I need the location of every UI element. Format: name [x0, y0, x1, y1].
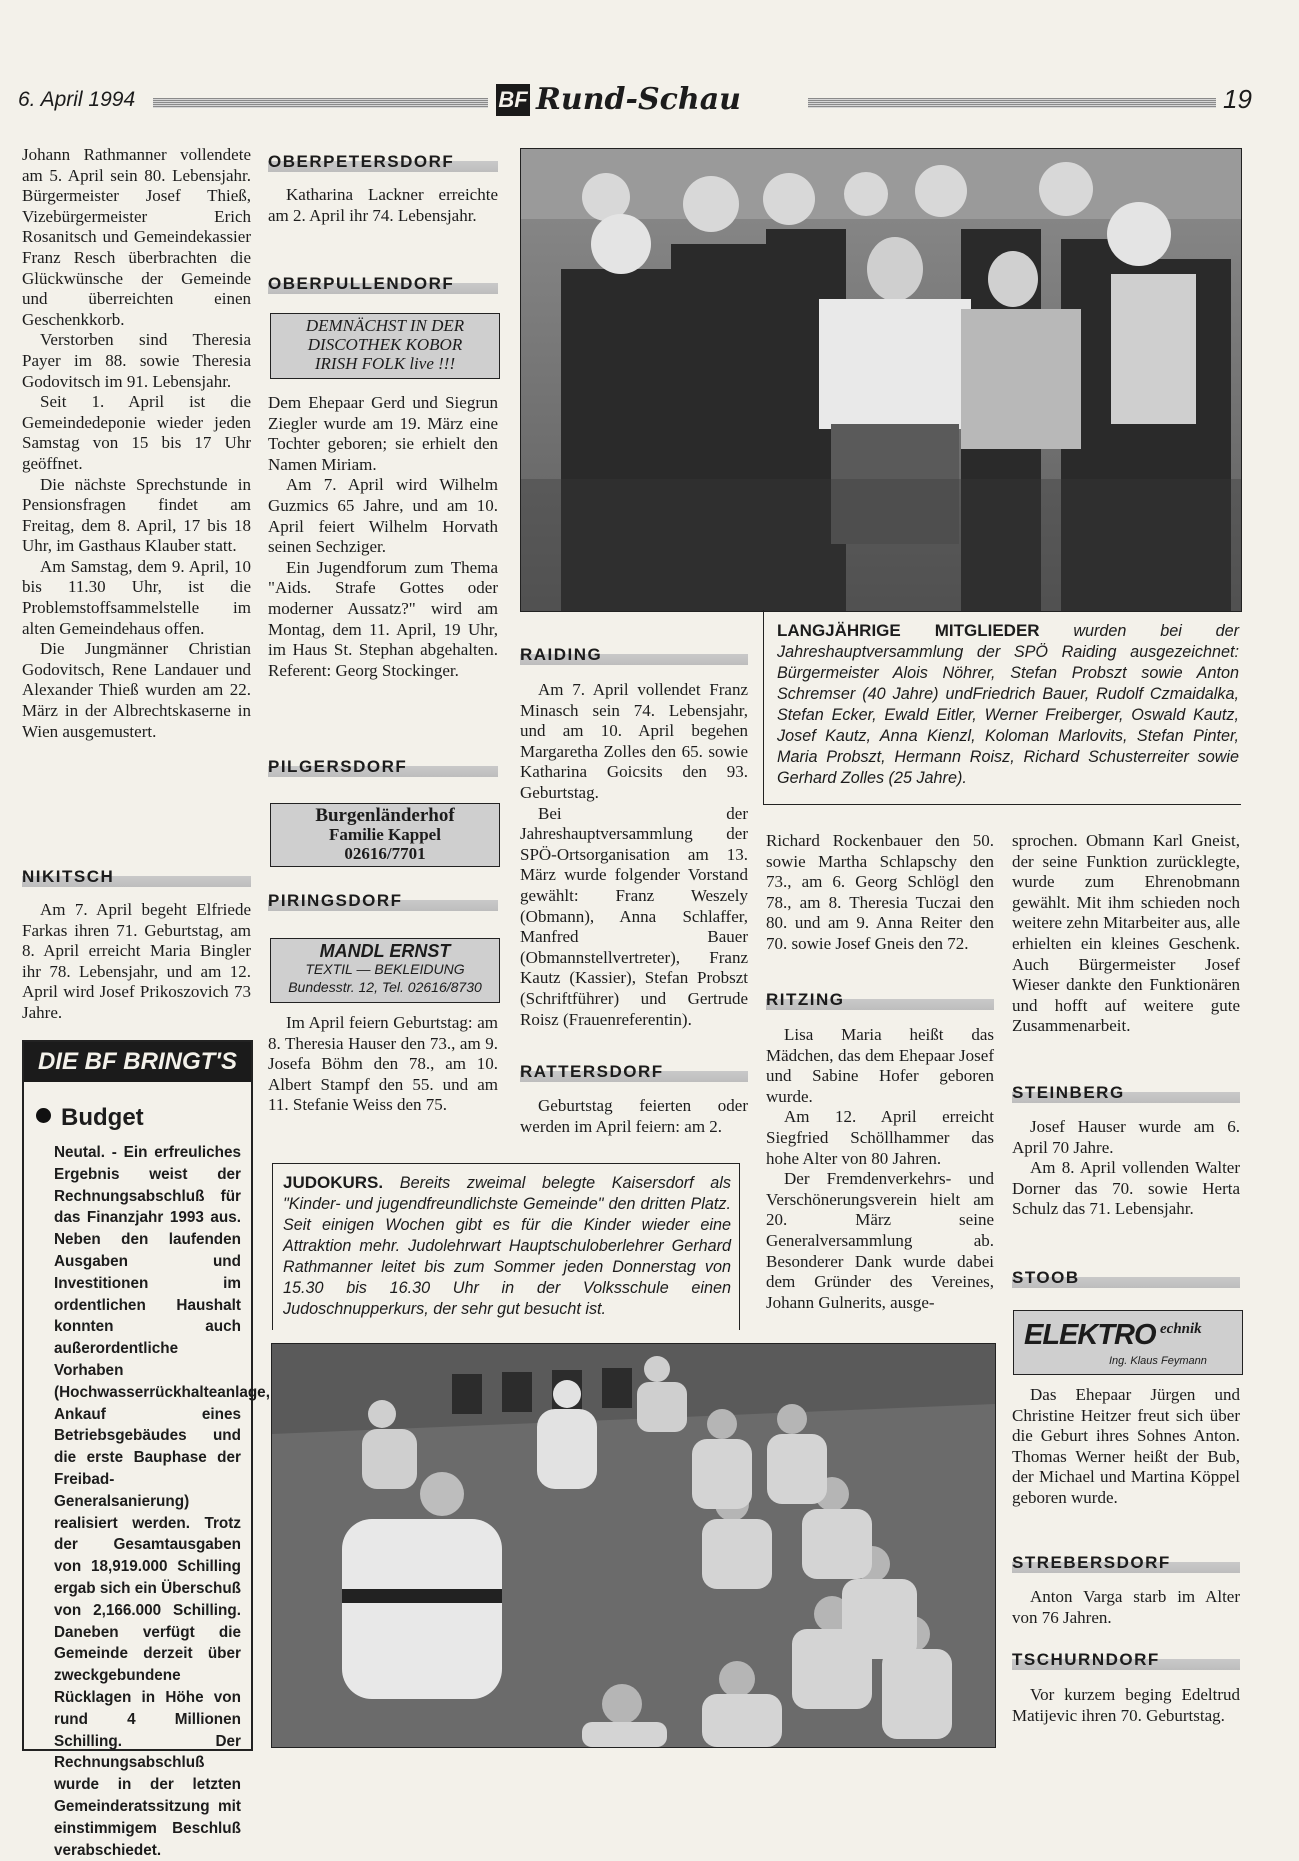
photo-group-caption: [777, 620, 1239, 789]
judo-caption: [272, 1163, 740, 1330]
photo-group-members-image: [521, 149, 1241, 611]
section-head-strebersdorf: STREBERSDORF: [1012, 1553, 1240, 1573]
col5-top: sprochen. Obmann Karl Gneist, der seine Funktion zurücklegte, wurde zum Ehrenobmann gewählt. Mit ihm schieden noch weitere zehn Mitarbeiter aus, alle erhielten ein kleines Geschenk. Auch Bürgermeister Josef Wieser dankte den Funktionären und hofft auf weitere gute Zusammenarbeit.: [1012, 831, 1240, 1036]
nikitsch-text: Am 7. April begeht Elfriede Farkas ihren 71. Geburtstag, am 8. April erreicht Maria Bingler ihr 78. Lebensjahr, und am 12. April wird Josef Prikoszovich 73 Jahre.: [22, 900, 251, 1022]
col4-top: Richard Rockenbauer den 50. sowie Martha Schlapschy den 73., am 6. Georg Schlögl den 78., am 8. Theresia Tuczai den 80. und am 9. Anna Reiter den 70. sowie Josef Gneis den 72.: [766, 831, 994, 953]
caption-text: wurden bei der Jahreshauptversammlung der SPÖ Raiding ausgezeichnet: Bürgermeister Alois Nöhrer, Stefan Probszt sowie Anton Schremser (40 Jahre) undFriedrich Bauer, Rudolf Czmaidalka, Stefan Ecker, Ewald Eitler, Werner Freiberger, Oswald Kautz, Josef Kautz, Anna Kienzl, Koloman Marlovits, Stefan Pinter, Maria Probszt, Hermann Roisz, Richard Schusterreiter sowie Gerhard Zolles (25 Jahre).: [777, 622, 1239, 787]
section-head-stoob: STOOB: [1012, 1268, 1240, 1288]
section-head-pilgersdorf: PILGERSDORF: [268, 757, 498, 777]
para: Verstorben sind Theresia Payer im 88. sowie Theresia Godovitsch im 91. Lebensjahr.: [22, 330, 251, 391]
photo-judo-class: [271, 1343, 996, 1748]
bf-logo: BF: [496, 84, 530, 116]
judo-text: Bereits zweimal belegte Kaisersdorf als "Kinder- und jugendfreundlichste Gemeinde" den dritten Platz. Seit einigen Wochen gibt es für die Kinder wieder eine Attraktion mehr. Judolehrwart Hauptschuloberlehrer Gerhard Rathmanner leitet bis zum Sommer jeden Donnerstag von 15.30 bis 16.30 Uhr in der Volksschule einen Judoschnupperkurs, der sehr gut besucht ist.: [283, 1174, 731, 1318]
section-head-steinberg: STEINBERG: [1012, 1083, 1240, 1103]
piringsdorf-text: Im April feiern Geburtstag: am 8. Theresia Hauser den 73., am 9. Josefa Böhm den 78., am 10. Albert Stampf den 55. und am 11. Stefanie Weiss den 75.: [268, 1013, 498, 1115]
rattersdorf-text: Geburtstag feierten oder werden im April feiern: am 2.: [520, 1096, 748, 1136]
tschurndorf-text: Vor kurzem beging Edeltrud Matijevic ihren 70. Geburtstag.: [1012, 1685, 1240, 1725]
section-head-oberpullendorf: OBERPULLENDORF: [268, 274, 498, 294]
para: Die Jungmänner Christian Godovitsch, Rene Landauer und Alexander Thieß wurden am 22. März in der Albrechtskaserne in Wien ausgemustert.: [22, 639, 251, 741]
header-rule-right: [808, 98, 1216, 108]
judo-lead: JUDOKURS.: [283, 1173, 384, 1192]
para: Seit 1. April ist die Gemeindedeponie wieder jeden Samstag von 15 bis 17 Uhr geöffnet.: [22, 392, 251, 473]
steinberg-text: Josef Hauser wurde am 6. April 70 Jahre. Am 8. April vollenden Walter Dorner das 70. sowie Herta Schulz das 71. Lebensjahr.: [1012, 1117, 1240, 1219]
issue-date: 6. April 1994: [18, 88, 136, 111]
strebersdorf-text: Anton Varga starb im Alter von 76 Jahren.: [1012, 1587, 1240, 1627]
oberpetersdorf-text: Katharina Lackner erreichte am 2. April ihr 74. Lebensjahr.: [268, 185, 498, 225]
budget-subhead: Budget: [36, 1104, 251, 1132]
section-head-ritzing: RITZING: [766, 990, 994, 1010]
raiding-text: Am 7. April vollendet Franz Minasch sein 74. Lebensjahr, und am 10. April begehen Margaretha Zolles den 65. sowie Katharina Goicsits den 93. Geburtstag. Bei der Jahreshauptversammlung der SPÖ-Ortsorganisation am 13. März wurde folgender Vorstand gewählt: Franz Weszely (Obmann), Anna Schlaffer, Manfred Bauer (Obmannstellvertreter), Franz Kautz (Kassier), Stefan Probszt (Schriftführer) und Gertrude Roisz (Frauenreferentin).: [520, 680, 748, 1029]
caption-border-left: [763, 610, 764, 804]
budget-text: Neutal. - Ein erfreuliches Ergebnis weist der Rechnungsabschluß für das Finanzjahr 1993 aus. Neben den laufenden Ausgaben und Investitionen im ordentlichen Haushalt konnten auch außerordentliche Vorhaben (Hochwasserrückhalteanlage, Ankauf eines Betriebsgebäudes und die erste Bauphase der Freibad-Generalsanierung) realisiert werden. Trotz der Gesamtausgaben von 18,919.000 Schilling ergab sich ein Überschuß von 2,166.000 Schilling. Daneben verfügt die Gemeinde derzeit über zweckgebundene Rücklagen in Höhe von rund 4 Millionen Schilling. Der Rechnungsabschluß wurde in der letzten Gemeinderatssitzung mit einstimmigem Beschluß verabschiedet.: [54, 1144, 270, 1859]
section-head-raiding: RAIDING: [520, 645, 748, 665]
ad-elektrotechnik: ELEKTRO echnik Ing. Klaus Feymann: [1013, 1310, 1243, 1375]
para: Johann Rathmanner vollendete am 5. April sein 80. Lebensjahr. Bürgermeister Josef Thieß, Vizebürgermeister Erich Rosanitsch und Gemeindekassier Franz Resch überbrachten die Glückwünsche der Gemeinde und überreichten einen Geschenkkorb.: [22, 145, 251, 329]
ad-mandl-ernst: MANDL ERNST TEXTIL — BEKLEIDUNG Bundesstr. 12, Tel. 02616/8730: [270, 938, 500, 1003]
ad-burgenlaenderhof: Burgenländerhof Familie Kappel 02616/7701: [270, 803, 500, 867]
caption-lead: LANGJÄHRIGE MITGLIEDER: [777, 621, 1040, 640]
section-head-piringsdorf: PIRINGSDORF: [268, 891, 498, 911]
para: Am Samstag, dem 9. April, 10 bis 11.30 Uhr, ist die Problemstoffsammelstelle im alten Gemeindehaus offen.: [22, 556, 251, 638]
ad-discothek-kobor: DEMNÄCHST IN DER DISCOTHEK KOBOR IRISH FOLK live !!!: [270, 313, 500, 379]
bf-bringts-title: DIE BF BRINGT'S: [24, 1042, 251, 1082]
section-head-tschurndorf: TSCHURNDORF: [1012, 1650, 1240, 1670]
photo-group-members: [520, 148, 1242, 612]
section-head-nikitsch: NIKITSCH: [22, 867, 251, 887]
section-head-rattersdorf: RATTERSDORF: [520, 1062, 748, 1082]
bf-bringts-box: [22, 1040, 270, 1859]
header-rule-left: [153, 98, 488, 108]
section-head-oberpetersdorf: OBERPETERSDORF: [268, 152, 498, 172]
col1-article: [22, 145, 251, 742]
page-number: 19: [1223, 84, 1252, 114]
photo-judo-class-image: [272, 1344, 995, 1747]
caption-border-bottom: [763, 804, 1241, 805]
page-header: [18, 82, 1252, 120]
para: Die nächste Sprechstunde in Pensionsfragen findet am Freitag, dem 8. April, 17 bis 18 Uhr, im Gasthaus Klauber statt.: [22, 474, 251, 556]
bullet-icon: [36, 1108, 51, 1123]
stoob-text: Das Ehepaar Jürgen und Christine Heitzer freut sich über die Geburt ihres Sohnes Anton. Thomas Werner heißt der Bub, der Michael und Martina Köppel geboren wurde.: [1012, 1385, 1240, 1507]
masthead-title: Rund-Schau: [536, 82, 741, 117]
ritzing-text: Lisa Maria heißt das Mädchen, das dem Ehepaar Josef und Sabine Hofer geboren wurde. Am 12. April erreicht Siegfried Schöllhammer das hohe Alter von 80 Jahren. Der Fremdenverkehrs- und Verschönerungsverein hielt am 20. März seine Generalversammlung ab. Besonderer Dank wurde dabei dem Gründer des Vereines, Johann Gulnerits, ausge-: [766, 1025, 994, 1312]
oberpullendorf-text: Dem Ehepaar Gerd und Siegrun Ziegler wurde am 19. März eine Tochter geboren; sie erhielt den Namen Miriam. Am 7. April wird Wilhelm Guzmics 65 Jahre, und am 10. April feiert Wilhelm Horvath seinen Sechziger. Ein Jugendforum zum Thema "Aids. Strafe Gottes oder moderner Aussatz?" wird am Montag, dem 11. April, 19 Uhr, im Haus St. Stephan abgehalten. Referent: Georg Stockinger.: [268, 393, 498, 680]
